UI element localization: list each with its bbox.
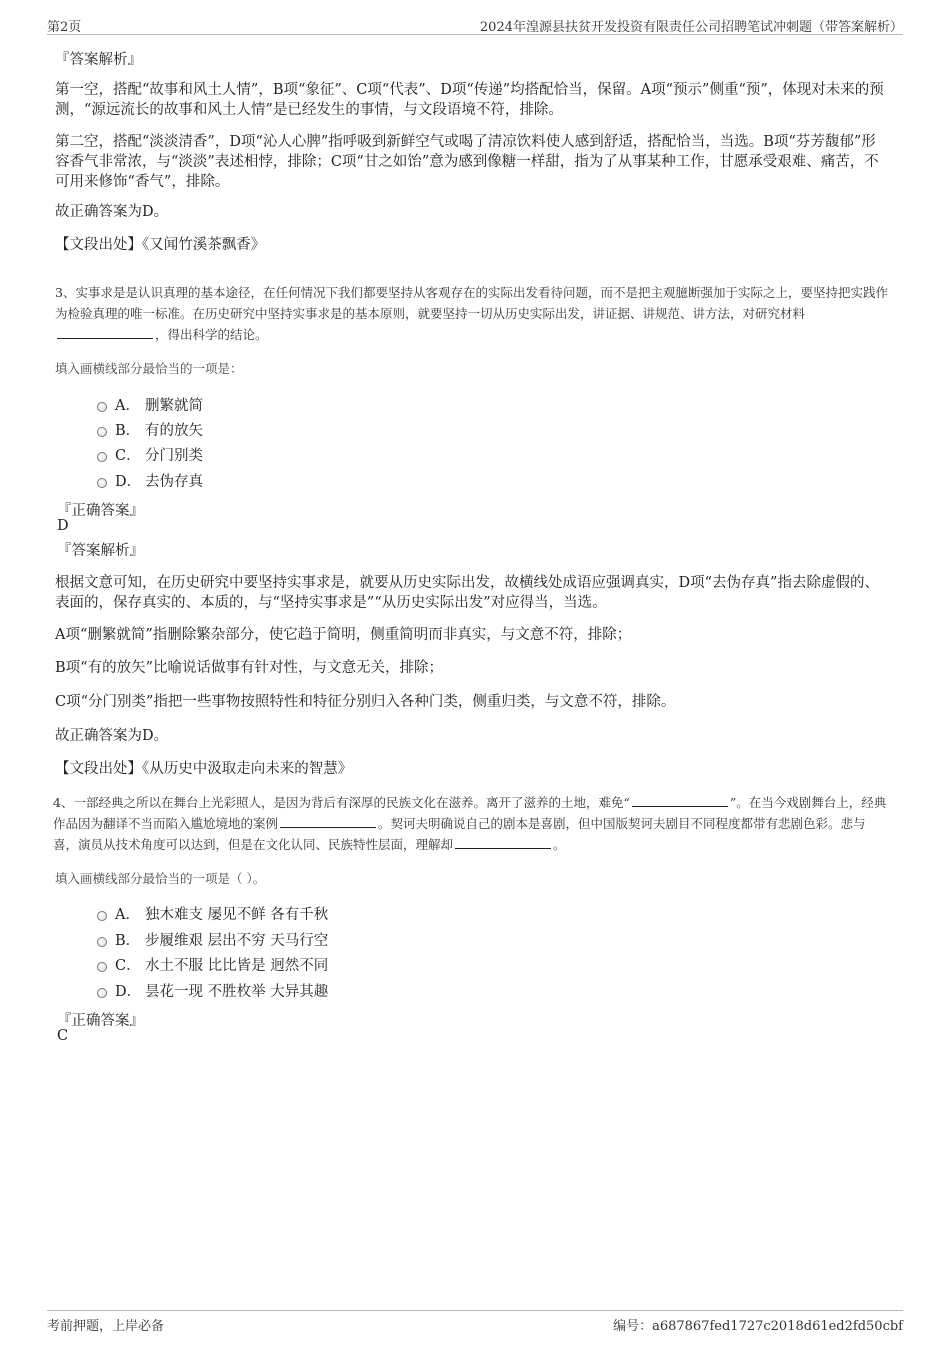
question-4-text-d: 。 [553,837,566,852]
option-text: 独木难支 屡见不鲜 各有千秋 [145,906,329,923]
option-letter: C． [115,957,141,974]
page-header [47,14,903,35]
analysis-conclusion-q2: 故正确答案为D。 [55,204,169,220]
source-q3: 【文段出处】《从历史中汲取走向未来的智慧》 [55,761,353,777]
option-text: 分门别类 [145,447,203,464]
question-4-text-a: 4、一部经典之所以在舞台上光彩照人，是因为背后有深厚的民族文化在滋养。离开了滋养的土地，难免“ [53,795,630,810]
question-3-prompt: 填入画横线部分最恰当的一项是： [55,361,243,376]
option-a[interactable] [97,902,328,924]
question-4-text [53,792,890,855]
option-text: 昙花一现 不胜枚举 大异其趣 [145,983,329,1000]
radio-icon[interactable] [97,427,107,437]
question-4-prompt: 填入画横线部分最恰当的一项是（ ）。 [55,871,266,886]
correct-answer-q3: D [57,518,69,534]
document-title: 2024年湟源县扶贫开发投资有限责任公司招聘笔试冲刺题（带答案解析） [479,20,903,35]
option-letter: B． [115,422,141,439]
option-c[interactable] [97,443,203,465]
option-text: 去伪存真 [145,473,203,490]
option-text: 水土不服 比比皆是 迥然不同 [145,957,329,974]
analysis-q3-paragraph-3: B项“有的放矢”比喻说话做事有针对性，与文意无关，排除； [55,660,443,676]
radio-icon[interactable] [97,962,107,972]
option-b[interactable] [97,418,203,440]
analysis-label-q2: 『答案解析』 [55,52,142,68]
radio-icon[interactable] [97,402,107,412]
question-3-text-part1: 3、实事求是是认识真理的基本途径，在任何情况下我们都要坚持从客观存在的实际出发看待问题，而不是把主观臆断强加于实际之上，要坚持把实践作为检验真理的唯一标准。在历史研究中坚持实事求是的基本原则，就要坚持一切从历史实际出发，讲证据、讲规范、讲方法，对研究材料 [55,285,888,321]
radio-icon[interactable] [97,988,107,998]
analysis-q3-paragraph-4: C项“分门别类”指把一些事物按照特性和特征分别归入各种门类，侧重归类，与文意不符，排除。 [55,694,676,710]
question-3-text [55,282,890,345]
analysis-q3-paragraph-1: 根据文意可知，在历史研究中要坚持实事求是，就要从历史实际出发，故横线处成语应强调真实，D项“去伪存真”指去除虚假的、表面的，保存真实的、本质的，与“坚持实事求是”“从历史实际出发”对应得当，当选。 [55,575,879,611]
radio-icon[interactable] [97,478,107,488]
analysis-label-q3: 『答案解析』 [57,543,144,559]
question-4-text-c: 。契诃夫明确说自己的剧本是喜剧，但中国版契诃夫剧目不同程度都带有悲剧色彩。悲与喜，演员从技术角度可以达到，但是在文化认同、民族特性层面，理解却 [53,816,866,852]
radio-icon[interactable] [97,911,107,921]
radio-icon[interactable] [97,452,107,462]
correct-answer-label-q4: 『正确答案』 [57,1013,144,1029]
answer-blank [632,794,728,807]
option-text: 删繁就简 [145,397,203,414]
analysis-q3-paragraph-2: A项“删繁就简”指删除繁杂部分，使它趋于简明，侧重简明而非真实，与文意不符，排除； [55,627,632,643]
option-d[interactable] [97,469,203,491]
source-q2: 【文段出处】《又闻竹溪茶飘香》 [55,237,266,253]
footer-slogan: 考前押题，上岸必备 [47,1319,165,1334]
option-letter: B． [115,932,141,949]
option-text: 有的放矢 [145,422,203,439]
option-letter: A． [115,906,140,923]
analysis-paragraph-1: 第一空，搭配“故事和风土人情”，B项“象征”、C项“代表”、D项“传递”均搭配恰当，保留。A项“预示”侧重“预”，体现对未来的预测，“源远流长的故事和风土人情”是已经发生的事情，与文段语境不符，排除。 [55,82,884,118]
option-d[interactable] [97,979,328,1001]
option-text: 步履维艰 层出不穷 天马行空 [145,932,329,949]
answer-blank [455,836,551,849]
page-number: 第2页 [47,20,82,35]
document-id: 编号：a687867fed1727c2018d61ed2fd50cbf [613,1319,903,1334]
analysis-q3-conclusion: 故正确答案为D。 [55,728,169,744]
answer-blank [280,815,376,828]
option-b[interactable] [97,928,328,950]
radio-icon[interactable] [97,937,107,947]
option-letter: A． [115,397,140,414]
correct-answer-q4: C [57,1028,69,1044]
option-c[interactable] [97,953,328,975]
page-footer [47,1310,903,1335]
answer-blank [57,326,153,339]
option-a[interactable] [97,393,203,415]
option-letter: D． [115,473,142,490]
question-4-text-b: ”。在当今戏剧舞台上，经典作品因为翻译不当而陷入尴尬境地的案例 [53,795,887,831]
correct-answer-label-q3: 『正确答案』 [57,503,144,519]
option-letter: D． [115,983,142,1000]
analysis-paragraph-2: 第二空，搭配“淡淡清香”，D项“沁人心脾”指呼吸到新鲜空气或喝了清凉饮料使人感到舒适，搭配恰当，当选。B项“芬芳馥郁”形容香气非常浓，与“淡淡”表述相悖，排除；C项“甘之如饴”意为感到像糖一样甜，指为了从事某种工作，甘愿承受艰难、痛苦，不可用来修饰“香气”，排除。 [55,134,879,190]
question-3-text-part2: ，得出科学的结论。 [155,327,268,342]
option-letter: C． [115,447,141,464]
